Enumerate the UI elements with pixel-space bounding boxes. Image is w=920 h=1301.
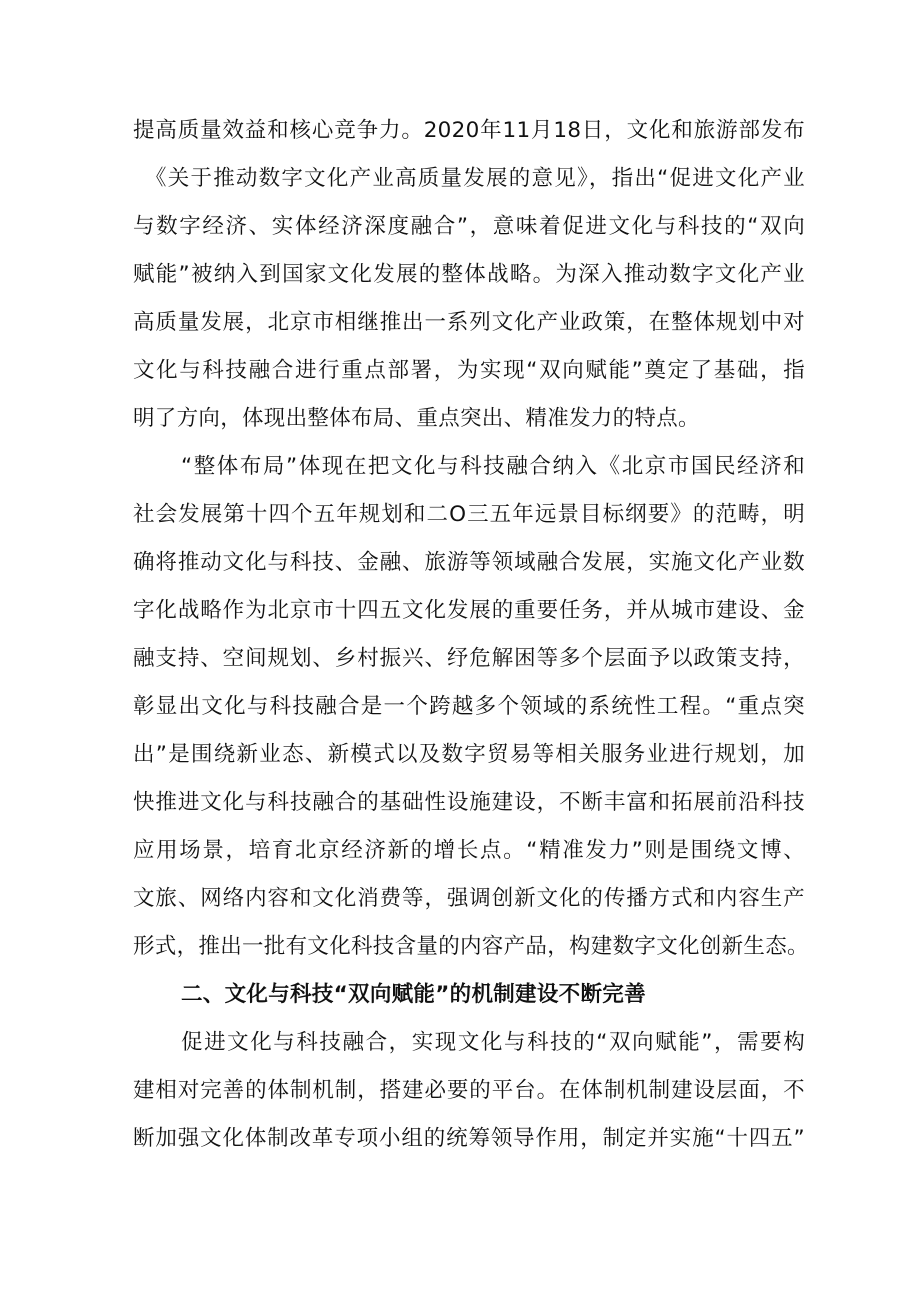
text-line: 彰显出文化与科技融合是一个跨越多个领域的系统性工程。“重点突 [133, 694, 805, 719]
text-line: 确将推动文化与科技、金融、旅游等领域融合发展，实施文化产业数 [133, 550, 805, 575]
text-line: 形式，推出一批有文化科技含量的内容产品，构建数字文化创新生态。 [133, 934, 809, 959]
document-body [133, 107, 809, 1163]
text-line: 出”是围绕新业态、新模式以及数字贸易等相关服务业进行规划，加 [133, 742, 805, 767]
text-line: 断加强文化体制改革专项小组的统筹领导作用，制定并实施“十四五” [133, 1126, 805, 1151]
text-line: 明了方向，体现出整体布局、重点突出、精准发力的特点。 [133, 406, 700, 431]
text-line: 《关于推动数字文化产业高质量发展的意见》，指出“促进文化产业 [145, 166, 805, 191]
text-line: “整体布局”体现在把文化与科技融合纳入《北京市国民经济和 [181, 454, 805, 479]
text-line: 融支持、空间规划、乡村振兴、纾危解困等多个层面予以政策支持， [133, 646, 805, 671]
text-line: 与数字经济、实体经济深度融合”，意味着促进文化与科技的“双向 [133, 214, 805, 239]
text-line: 文化与科技融合进行重点部署，为实现“双向赋能”奠定了基础，指 [133, 358, 805, 383]
text-line: 社会发展第十四个五年规划和二O三五年远景目标纲要》的范畴，明 [133, 502, 805, 527]
text-line: 促进文化与科技融合，实现文化与科技的“双向赋能”，需要构 [181, 1030, 805, 1055]
text-line: 字化战略作为北京市十四五文化发展的重要任务，并从城市建设、金 [133, 598, 805, 623]
text-line: 高质量发展，北京市相继推出一系列文化产业政策，在整体规划中对 [133, 310, 805, 335]
text-line: 建相对完善的体制机制，搭建必要的平台。在体制机制建设层面，不 [133, 1078, 805, 1103]
section-heading: 二、文化与科技“双向赋能”的机制建设不断完善 [181, 982, 646, 1007]
text-line: 提高质量效益和核心竞争力。2020年11月18日，文化和旅游部发布 [133, 118, 805, 143]
text-line: 应用场景，培育北京经济新的增长点。“精准发力”则是围绕文博、 [133, 838, 805, 863]
text-line: 赋能”被纳入到国家文化发展的整体战略。为深入推动数字文化产业 [133, 262, 805, 287]
text-line: 文旅、网络内容和文化消费等，强调创新文化的传播方式和内容生产 [133, 886, 805, 911]
text-line: 快推进文化与科技融合的基础性设施建设，不断丰富和拓展前沿科技 [133, 790, 805, 815]
